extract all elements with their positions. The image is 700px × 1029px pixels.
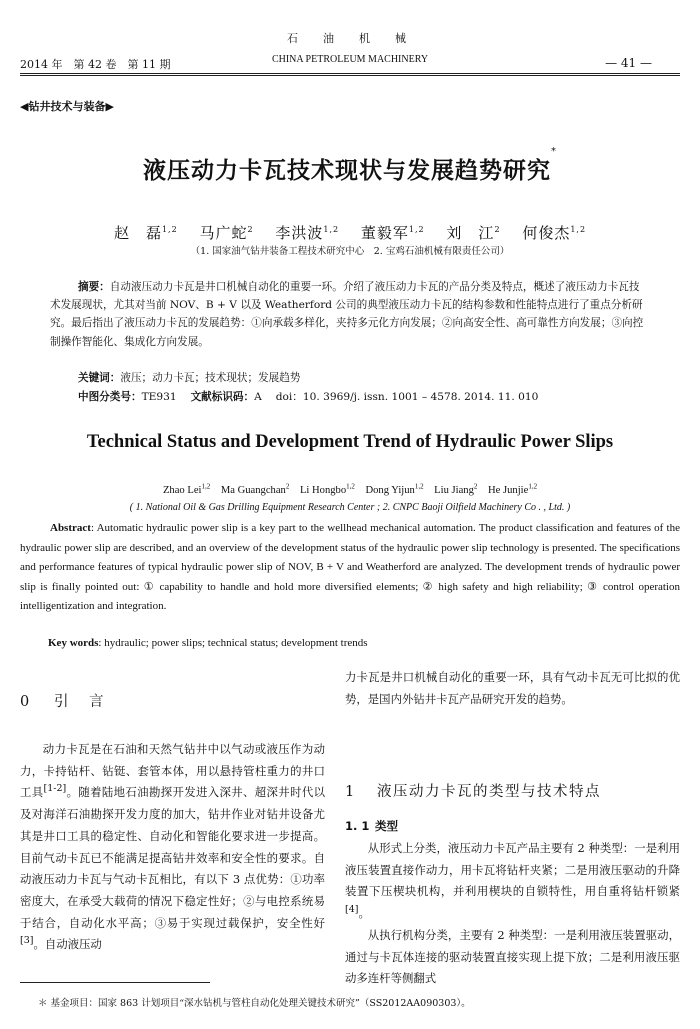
heading-introduction: 0 引 言 — [20, 694, 107, 710]
intro-paragraph: 动力卡瓦是在石油和天然气钻井中以气动或液压作为动力，卡持钻杆、钻铤、套管本体，用以悬持管柱重力的井口工具[1-2]。随着陆地石油勘探开发进入深井、超深井时代以及对海洋石油勘探开发力度的加大，钻井作业对钻井设备尤其是井口工具的稳定性、自动化和智能化要求进一步提高。目前气动卡瓦已不能满足提高钻井效率和安全性的要求。自动液压动力卡瓦与气动卡瓦相比，有以下 3 点优势：①功率密度大，在承受大载荷的情况下稳定性好；②与电控系统易于结合，自动化水平高；③易于实现过载保护，安全性好[3]。自动液压动 — [20, 742, 325, 952]
abstract-cn — [50, 278, 650, 351]
author-list-en — [0, 482, 700, 496]
doi-label: doi： — [275, 391, 303, 403]
clc-label: 中图分类号： — [78, 391, 142, 403]
author-cn: 马广蛇$^2$ — [199, 224, 254, 242]
doi-value[interactable]: 10. 3969/j. issn. 1001 – 4578. 2014. 11. 010 — [302, 391, 539, 403]
author-cn: 何俊杰$^{1,2}$ — [522, 224, 587, 242]
heading-section-1: 1 液压动力卡瓦的类型与技术特点 — [345, 784, 601, 800]
doc-code-value: A — [254, 391, 262, 403]
author-en: Li Hongbo$^{1,2}$ — [299, 482, 355, 496]
doc-code-label: 文献标识码： — [190, 391, 255, 403]
page-number: — 41 — — [605, 56, 652, 70]
clc-value: TE931 — [141, 391, 177, 403]
citation-ref[interactable]: [1-2] — [43, 783, 67, 795]
heading-section-1-1: 1. 1 类型 — [345, 819, 398, 833]
header-rule-bottom — [20, 75, 680, 76]
section-tag: ◀钻井技术与装备▶ — [20, 100, 114, 113]
journal-name-cn: 石 油 机 械 — [287, 32, 413, 45]
author-en: Zhao Lei$^{1,2}$ — [162, 482, 211, 496]
title-cn-text: 液压动力卡瓦技术现状与发展趋势研究 — [143, 158, 551, 184]
author-list-cn — [0, 222, 700, 243]
footnote-rule — [20, 982, 210, 983]
article-title-cn — [0, 146, 700, 185]
abstract-en-text: : Automatic hydraulic power slip is a key part to the wellhead mechanical automation. The product classification and features of the hydraulic power slip are described, and an overview of the development status of the hydraulic power slip technology is presented. The specifications and performance features of typical hydraulic power slip of NOV, B + V and Weatherford are analyzed. The development trends of hydraulic power slip is finally pointed out: ① capability to handle and hold more diversified elements; ② high safety and high reliability; ③ control operation intelligentization and integration. — [20, 522, 680, 612]
running-header-issue: 2014 年 第 42 卷 第 11 期 — [20, 58, 171, 71]
intro-continuation: 力卡瓦是井口机械自动化的重要一环，具有气动卡瓦无可比拟的优势，是国内外钻井卡瓦产品研究开发的趋势。 — [345, 670, 680, 706]
affiliation-en: ( 1. National Oil & Gas Drilling Equipment Research Center ; 2. CNPC Baoji Oilfield Machinery Co . , Ltd. ) — [129, 502, 571, 513]
section-1-1-body: 从形式上分类，液压动力卡瓦产品主要有 2 种类型：一是利用液压装置直接作动力，用卡瓦将钻杆夹紧；二是用液压驱动的升降装置下压楔块机构，并利用楔块的自锁特性，用自重将钻杆锁紧[4]。 从执行机构分类，主要有 2 种类型：一是利用液压装置驱动，通过与卡瓦体连接的驱动装置直接实现上提下放；二是利用液压驱动多连杆等侧翻式 — [345, 841, 680, 986]
running-header-journal — [0, 30, 700, 65]
title-footnote-mark: * — [551, 146, 557, 157]
article-title-en: Technical Status and Development Trend of Hydraulic Power Slips — [86, 432, 614, 452]
keywords-en: Key words: hydraulic; power slips; technical status; development trends — [48, 637, 368, 649]
author-en: Ma Guangchan$^2$ — [220, 482, 290, 496]
journal-name-en: CHINA PETROLEUM MACHINERY — [271, 54, 429, 65]
author-cn: 董毅军$^{1,2}$ — [360, 224, 425, 242]
funding-footnote: ＊ 基金项目：国家 863 计划项目“深水钻机与管柱自动化处理关键技术研究”（SS2012AA090303）。 — [38, 998, 471, 1009]
author-cn: 赵 磊$^{1,2}$ — [113, 224, 178, 242]
author-cn: 刘 江$^2$ — [446, 224, 501, 242]
classification-line — [78, 389, 538, 404]
abstract-en — [20, 519, 680, 617]
citation-ref[interactable]: [3] — [20, 935, 34, 947]
author-cn: 李洪波$^{1,2}$ — [275, 224, 340, 242]
keywords-cn: 关键词：液压；动力卡瓦；技术现状；发展趋势 — [78, 372, 301, 384]
author-en: He Junjie$^{1,2}$ — [488, 482, 538, 496]
header-rule-top — [20, 73, 680, 74]
author-en: Liu Jiang$^2$ — [434, 482, 478, 496]
author-en: Dong Yijun$^{1,2}$ — [365, 482, 424, 496]
abstract-cn-text: 自动液压动力卡瓦是井口机械自动化的重要一环。介绍了液压动力卡瓦的产品分类及特点，概述了液压动力卡瓦技术发展现状，尤其对当前 NOV、B + V 以及 Weatherford 公司的典型液压动力卡瓦的结构参数和性能特点进行了重点分析研究。最后指出了液压动力卡瓦的发展趋势：①向承载多样化，夹持多元化方向发展；②向高安全性、高可靠性方向发展；③向控制操作智能化、集成化方向发展。 — [50, 281, 644, 348]
affiliation-cn: （1. 国家油气钻井装备工程技术研究中心 2. 宝鸡石油机械有限责任公司） — [190, 246, 510, 257]
abstract-en-label: Abstract — [50, 522, 91, 534]
citation-ref[interactable]: [4] — [345, 904, 359, 916]
abstract-cn-label: 摘要： — [78, 281, 110, 293]
